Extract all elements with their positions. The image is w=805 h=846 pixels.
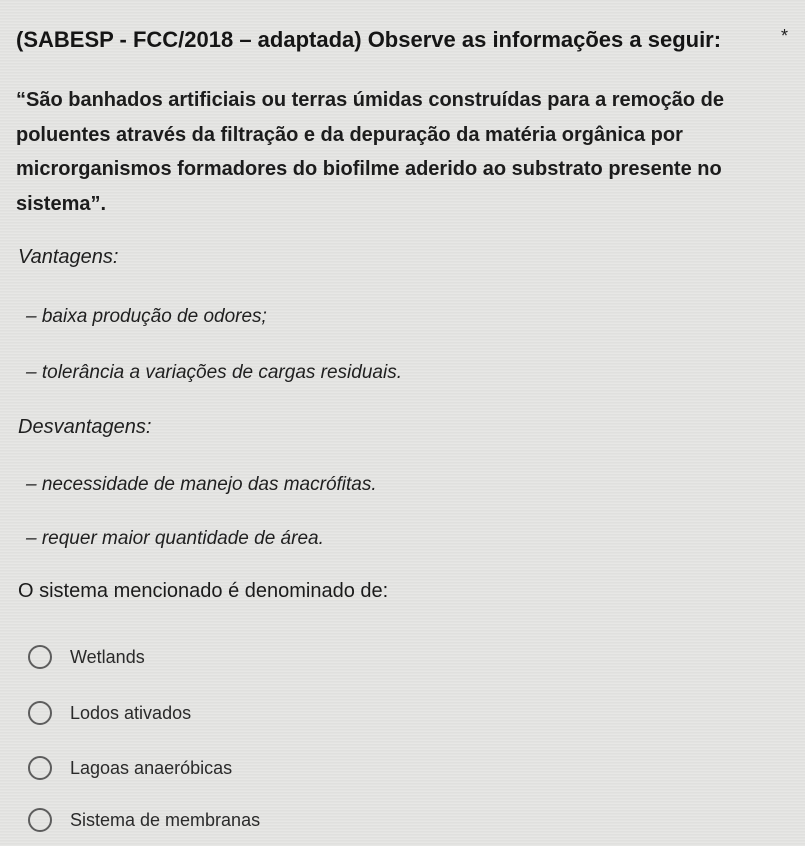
radio-button[interactable] [28,756,52,780]
disadvantage-item-1: – necessidade de manejo das macrófitas. [26,474,377,495]
radio-button[interactable] [28,701,52,725]
required-asterisk: * [781,26,789,46]
radio-button[interactable] [28,808,52,832]
option-label: Lagoas anaeróbicas [70,757,233,778]
option-wetlands[interactable] [28,645,145,669]
option-label: Sistema de membranas [70,809,261,830]
disadvantages-heading: Desvantagens: [18,416,152,438]
question-title: (SABESP - FCC/2018 – adaptada) Observe as informações a seguir: [16,27,722,52]
option-label: Lodos ativados [70,702,192,723]
passage-quote: “São banhados artificiais ou terras úmidas construídas para a remoção de poluentes através da filtração e da depuração da matéria orgânica por microrganismos formadores do biofilme aderido ao substrato presente no sistema”. [16,89,725,215]
option-lodos-ativados[interactable] [28,701,191,725]
option-label: Wetlands [70,646,145,667]
option-lagoas-anaerobicas[interactable] [28,756,232,780]
question-prompt: O sistema mencionado é denominado de: [18,580,389,602]
radio-button[interactable] [28,645,52,669]
option-sistema-de-membranas[interactable] [28,808,260,832]
disadvantage-item-2: – requer maior quantidade de área. [26,528,324,549]
advantages-heading: Vantagens: [18,246,119,268]
passage-block [16,83,786,221]
advantage-item-1: – baixa produção de odores; [26,306,267,327]
advantage-item-2: – tolerância a variações de cargas residuais. [26,362,402,383]
